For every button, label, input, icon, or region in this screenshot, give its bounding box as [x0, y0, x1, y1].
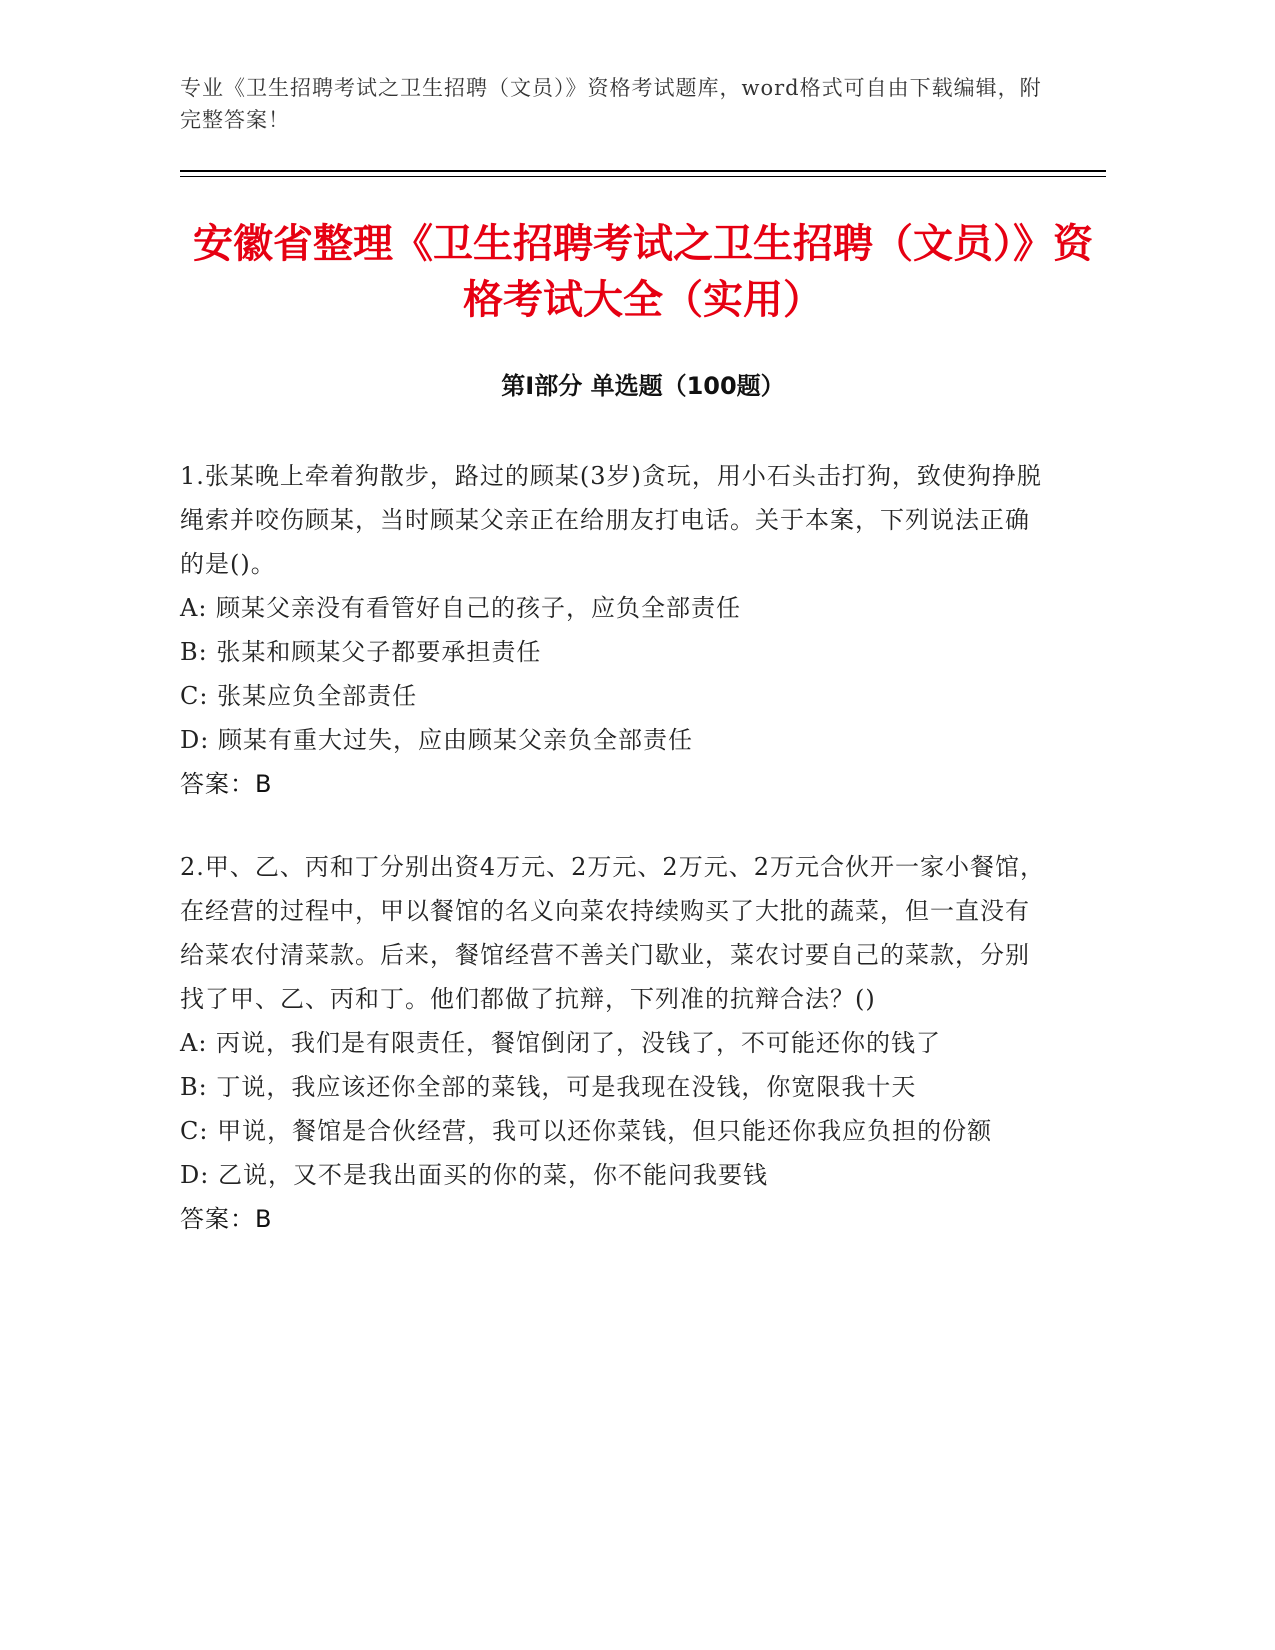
option-c: C: 甲说，餐馆是合伙经营，我可以还你菜钱，但只能还你我应负担的份额	[180, 1117, 993, 1145]
header-note: 专业《卫生招聘考试之卫生招聘（文员）》资格考试题库，word格式可自由下载编辑，附完整答案！	[180, 76, 1042, 132]
option-c: C: 张某应负全部责任	[180, 682, 418, 710]
question-stem: 2.甲、乙、丙和丁分别出资4万元、2万元、2万元、2万元合伙开一家小餐馆，在经营的过程中，甲以餐馆的名义向菜农持续购买了大批的蔬菜，但一直没有给菜农付清菜款。后来，餐馆经营不善关门歇业，菜农讨要自己的菜款，分别找了甲、乙、丙和丁。他们都做了抗辩，下列准的抗辩合法？()	[180, 853, 1045, 1013]
document-title: 安徽省整理《卫生招聘考试之卫生招聘（文员）》资格考试大全（实用）	[193, 221, 1093, 323]
question-1	[180, 454, 1050, 806]
option-a: A: 丙说，我们是有限责任，餐馆倒闭了，没钱了，不可能还你的钱了	[180, 1029, 942, 1057]
option-d: D: 乙说，又不是我出面买的你的菜，你不能问我要钱	[180, 1161, 768, 1189]
option-b: B: 张某和顾某父子都要承担责任	[180, 638, 542, 666]
answer: 答案：B	[180, 770, 273, 798]
question-2	[180, 845, 1050, 1241]
question-stem: 1.张某晚上牵着狗散步，路过的顾某(3岁)贪玩，用小石头击打狗，致使狗挣脱绳索并咬伤顾某，当时顾某父亲正在给朋友打电话。关于本案，下列说法正确的是()。	[180, 462, 1042, 578]
header-divider-thick	[180, 170, 1106, 172]
option-a: A: 顾某父亲没有看管好自己的孩子，应负全部责任	[180, 594, 742, 622]
option-d: D: 顾某有重大过失，应由顾某父亲负全部责任	[180, 726, 693, 754]
header-divider-thin	[180, 176, 1106, 177]
option-b: B: 丁说，我应该还你全部的菜钱，可是我现在没钱，你宽限我十天	[180, 1073, 917, 1101]
section-title: 第Ⅰ部分 单选题（100题）	[501, 372, 785, 400]
answer: 答案：B	[180, 1205, 273, 1233]
